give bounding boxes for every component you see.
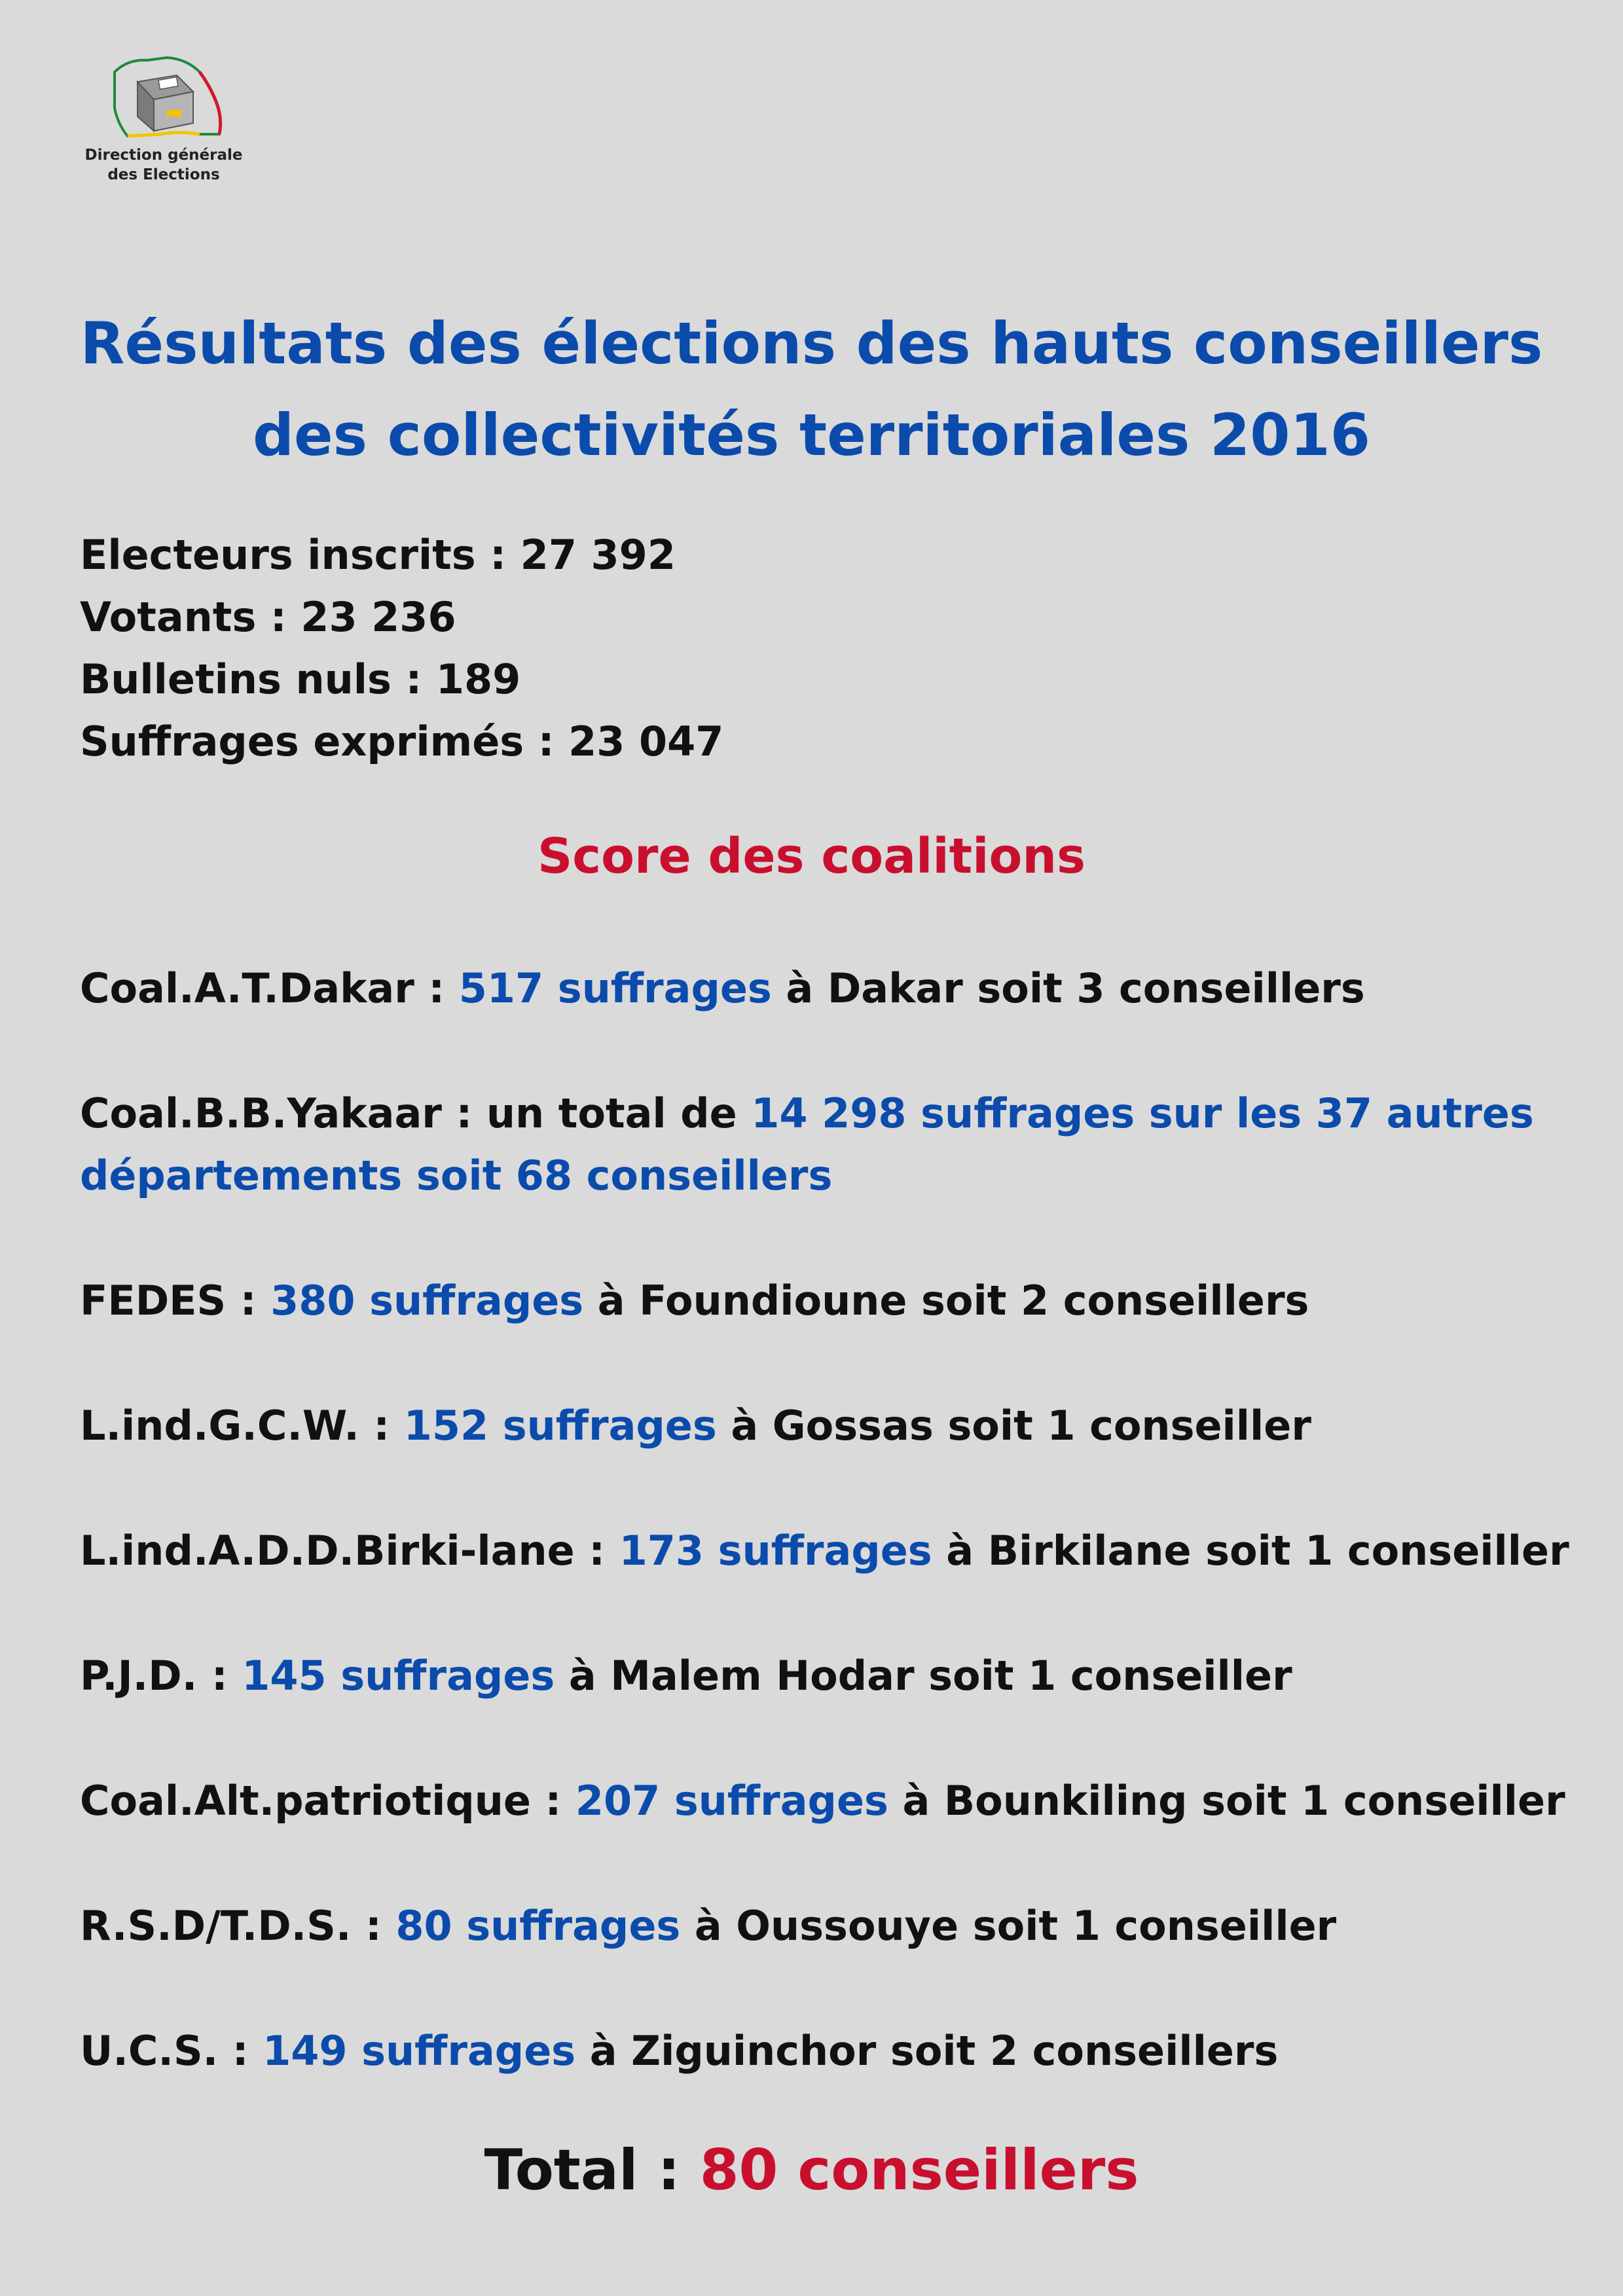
coalition-detail: à Foundioune soit 2 conseillers xyxy=(583,1277,1309,1324)
title-line-2: des collectivités territoriales 2016 xyxy=(253,401,1370,469)
coalition-name: R.S.D/T.D.S. : xyxy=(80,1902,396,1950)
coalition-votes: 517 suffrages xyxy=(458,964,772,1012)
stat-inscrits: Electeurs inscrits : 27 392 xyxy=(80,531,676,579)
stat-votants: Votants : 23 236 xyxy=(80,593,456,641)
logo-line-1: Direction générale xyxy=(84,147,243,164)
coalition-detail: à Malem Hodar soit 1 conseiller xyxy=(555,1652,1292,1700)
coalition-name: Coal.Alt.patriotique : xyxy=(80,1777,575,1825)
coalition-votes: 173 suffrages xyxy=(619,1527,932,1575)
result-row xyxy=(80,1770,1565,1832)
result-line-1 xyxy=(80,1082,1559,1144)
coalition-name: L.ind.A.D.D.Birki-lane : xyxy=(80,1527,619,1575)
result-row xyxy=(80,1520,1569,1582)
total-line xyxy=(0,2134,1623,2206)
coalition-detail: à Dakar soit 3 conseillers xyxy=(771,964,1365,1012)
coalition-detail: à Oussouye soit 1 conseiller xyxy=(680,1902,1337,1950)
result-row xyxy=(80,1394,1559,1457)
coalition-votes: 380 suffrages xyxy=(270,1277,584,1324)
coalition-votes-continued: départements soit 68 conseillers xyxy=(80,1152,833,1199)
result-row xyxy=(80,1082,1559,1207)
coalition-detail: à Ziguinchor soit 2 conseillers xyxy=(575,2027,1279,2075)
coalition-detail: à Gossas soit 1 conseiller xyxy=(716,1402,1311,1449)
logo-text xyxy=(79,145,249,185)
result-row xyxy=(80,1895,1559,1957)
coalition-name: U.C.S. : xyxy=(80,2027,263,2075)
coalition-name: P.J.D. : xyxy=(80,1652,242,1700)
section-title: Score des coalitions xyxy=(537,828,1086,884)
coalition-votes: 152 suffrages xyxy=(403,1402,717,1449)
coalition-name: Coal.A.T.Dakar : xyxy=(80,964,459,1012)
coalition-votes: 14 298 suffrages sur les 37 autres xyxy=(751,1089,1534,1137)
total-value: 80 conseillers xyxy=(699,2138,1139,2203)
stat-nuls: Bulletins nuls : 189 xyxy=(80,655,521,703)
coalition-detail: à Bounkiling soit 1 conseiller xyxy=(888,1777,1565,1825)
coalition-detail: à Birkilane soit 1 conseiller xyxy=(932,1527,1569,1575)
coalition-votes: 149 suffrages xyxy=(263,2027,576,2075)
ballot-box-map-icon xyxy=(101,46,232,144)
coalition-votes: 145 suffrages xyxy=(242,1652,555,1700)
coalition-name: FEDES : xyxy=(80,1277,271,1324)
coalition-name: L.ind.G.C.W. : xyxy=(80,1402,404,1449)
total-label: Total : xyxy=(484,2138,700,2203)
coalition-results xyxy=(80,957,1569,2145)
result-row xyxy=(80,1269,1559,1332)
coalition-votes: 207 suffrages xyxy=(575,1777,888,1825)
title-line-1: Résultats des élections des hauts conseillers xyxy=(80,310,1543,377)
result-row xyxy=(80,1645,1559,1707)
page-title xyxy=(0,298,1623,481)
election-stats xyxy=(80,524,723,773)
stat-exprimes: Suffrages exprimés : 23 047 xyxy=(80,718,724,765)
result-row xyxy=(80,2020,1559,2082)
coalition-votes: 80 suffrages xyxy=(395,1902,681,1950)
dge-logo xyxy=(79,46,249,190)
result-row xyxy=(80,957,1559,1019)
logo-line-2: des Elections xyxy=(107,166,220,183)
coalition-name: Coal.B.B.Yakaar : un total de xyxy=(80,1089,752,1137)
